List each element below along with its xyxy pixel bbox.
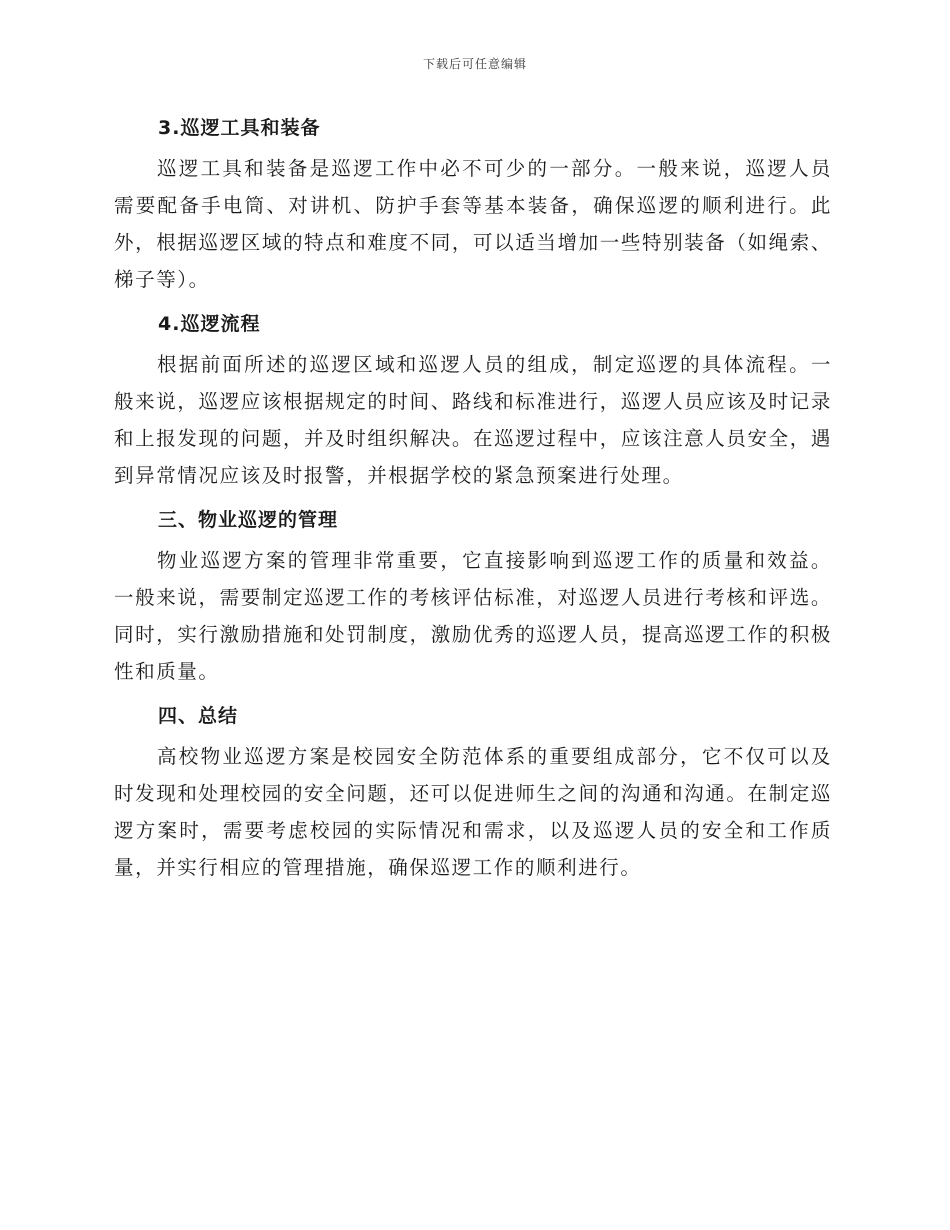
- section-heading: 四、总结: [158, 705, 239, 727]
- section-paragraph: 物业巡逻方案的管理非常重要，它直接影响到巡逻工作的质量和效益。一般来说，需要制定巡逻工作的考核评估标准，对巡逻人员进行考核和评选。同时，实行激励措施和处罚制度，激励优秀的巡逻人员，提高巡逻工作的积极性和质量。: [114, 549, 832, 683]
- document-body: [114, 110, 832, 894]
- section-heading: 3.巡逻工具和装备: [158, 117, 321, 139]
- page-header: 下载后可任意编辑: [422, 57, 527, 71]
- section-paragraph: 根据前面所述的巡逻区域和巡逻人员的组成，制定巡逻的具体流程。一般来说，巡逻应该根据规定的时间、路线和标准进行，巡逻人员应该及时记录和上报发现的问题，并及时组织解决。在巡逻过程中，应该注意人员安全，遇到异常情况应该及时报警，并根据学校的紧急预案进行处理。: [114, 353, 832, 487]
- section-paragraph: 巡逻工具和装备是巡逻工作中必不可少的一部分。一般来说，巡逻人员需要配备手电筒、对讲机、防护手套等基本装备，确保巡逻的顺利进行。此外，根据巡逻区域的特点和难度不同，可以适当增加一些特别装备（如绳索、梯子等）。: [114, 157, 832, 291]
- section-heading: 4.巡逻流程: [158, 313, 261, 335]
- section-patrol-management: [114, 502, 832, 690]
- section-paragraph: 高校物业巡逻方案是校园安全防范体系的重要组成部分，它不仅可以及时发现和处理校园的安全问题，还可以促进师生之间的沟通和沟通。在制定巡逻方案时，需要考虑校园的实际情况和需求，以及巡逻人员的安全和工作质量，并实行相应的管理措施，确保巡逻工作的顺利进行。: [114, 745, 832, 879]
- section-summary: [114, 698, 832, 886]
- section-patrol-tools: [114, 110, 832, 298]
- section-patrol-process: [114, 306, 832, 494]
- section-heading: 三、物业巡逻的管理: [158, 509, 339, 531]
